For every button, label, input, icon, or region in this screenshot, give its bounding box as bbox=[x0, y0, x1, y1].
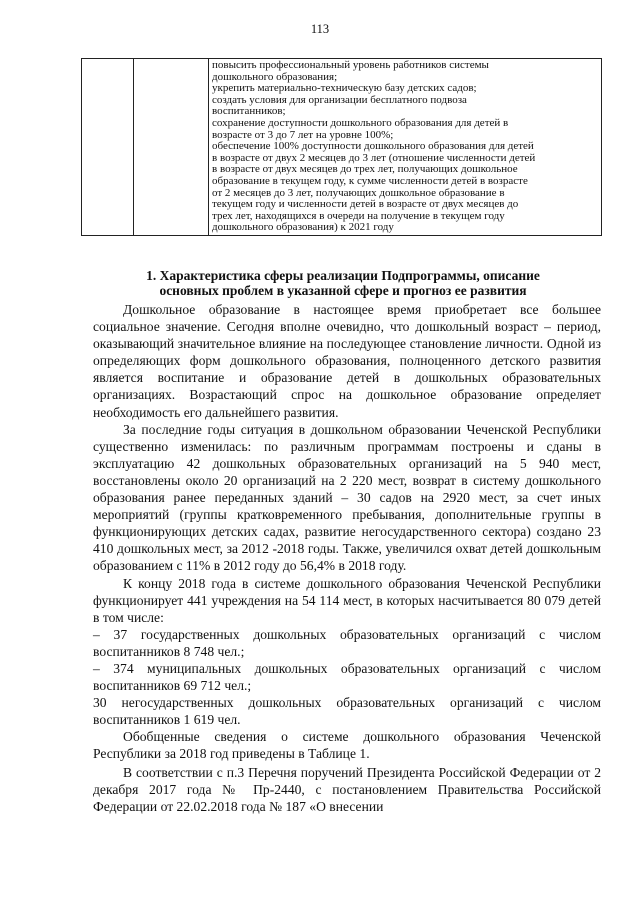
paragraph: – 37 государственных дошкольных образовательных организаций с числом воспитанников 8 748 чел.; bbox=[93, 626, 601, 659]
table-line: укрепить материально-техническую базу детских садов; bbox=[212, 82, 477, 95]
section-heading-line: 1. Характеристика сферы реализации Подпрограммы, описание bbox=[146, 268, 540, 283]
table-line: возрасте от 3 до 7 лет на уровне 100%; bbox=[212, 128, 394, 141]
paragraph: К концу 2018 года в системе дошкольного образования Чеченской Республики функционирует 441 учреждения на 54 114 мест, в которых насчитывается 80 079 детей в том числе: bbox=[93, 575, 601, 625]
table-row bbox=[82, 59, 602, 236]
table-cell-empty-2 bbox=[134, 59, 209, 236]
paragraph: Обобщенные сведения о системе дошкольного образования Чеченской Республики за 2018 год приведены в Таблице 1. bbox=[93, 729, 601, 762]
body-text bbox=[93, 301, 601, 815]
paragraph: В соответствии с п.3 Перечня поручений Президента Российской Федерации от 2 декабря 2017 года № Пр-2440, с постановлением Правительства Российской Федерации от 22.02.2018 года № 187 «О внесении bbox=[93, 764, 601, 814]
table-line: трех лет, находящихся в очереди на получение в текущем году bbox=[212, 209, 505, 222]
paragraph: 30 негосударственных дошкольных образовательных организаций с числом воспитанников 1 619 чел. bbox=[93, 695, 601, 728]
table-cell-empty-1 bbox=[82, 59, 134, 236]
table-line: воспитанников; bbox=[212, 105, 286, 118]
paragraph: За последние годы ситуация в дошкольном образовании Чеченской Республики существенно изменилась: по различным программам построены и сданы в эксплуатацию 42 дошкольных образовательных организаций на 5 940 мест, восстановлены около 20 организаций на 2 220 мест, возврат в систему дошкольного образования ранее переданных зданий – 30 садов на 2920 мест, за счет иных мероприятий (группы кратковременного пребывания, дополнительные группы в функционирующих детских садах, развитие негосударственного сектора) создано 23 410 дошкольных мест, за 2012 -2018 годы. Также, увеличился охват детей дошкольным образованием с 11% в 2012 году до 56,4% в 2018 году. bbox=[93, 421, 601, 574]
table-line: повысить профессиональный уровень работников системы bbox=[212, 59, 489, 71]
section-heading bbox=[82, 268, 604, 298]
table-line: в возрасте от двух 2 месяцев до 3 лет (отношение численности детей bbox=[212, 151, 536, 164]
page-number: 113 bbox=[310, 22, 330, 36]
table-line: образование в текущем году, к сумме численности детей в возрасте bbox=[212, 174, 528, 187]
table-line: сохранение доступности дошкольного образования для детей в bbox=[212, 116, 509, 129]
table-line: дошкольного образования) к 2021 году bbox=[212, 221, 394, 234]
paragraph: Дошкольное образование в настоящее время приобретает все большее социальное значение. Сегодня вполне очевидно, что дошкольный возраст – период, оказывающий значительное влияние на последующее становление личности. Одной из определяющих форм дошкольного образования, полноценного детского развития является воспитание и образование детей в дошкольных образовательных организациях. Возрастающий спрос на дошкольное образование определяет необходимость его дальнейшего развития. bbox=[93, 302, 601, 420]
table-line: в возрасте от двух месяцев до трех лет, получающих дошкольное bbox=[212, 163, 518, 176]
section-heading-line: основных проблем в указанной сфере и прогноз ее развития bbox=[159, 283, 527, 298]
paragraph: – 374 муниципальных дошкольных образовательных организаций с числом воспитанников 69 712 чел.; bbox=[93, 660, 601, 694]
table-line: от 2 месяцев до 3 лет, получающих дошкольное образование в bbox=[212, 186, 505, 199]
table-line: текущем году и численности детей в возрасте от двух месяцев до bbox=[212, 198, 519, 211]
table-line: дошкольного образования; bbox=[212, 70, 338, 83]
table-cell-goals bbox=[209, 59, 602, 236]
table-line: обеспечение 100% доступности дошкольного образования для детей bbox=[212, 140, 534, 153]
table-line: создать условия для организации бесплатного подвоза bbox=[212, 93, 467, 106]
goals-table bbox=[81, 58, 602, 236]
